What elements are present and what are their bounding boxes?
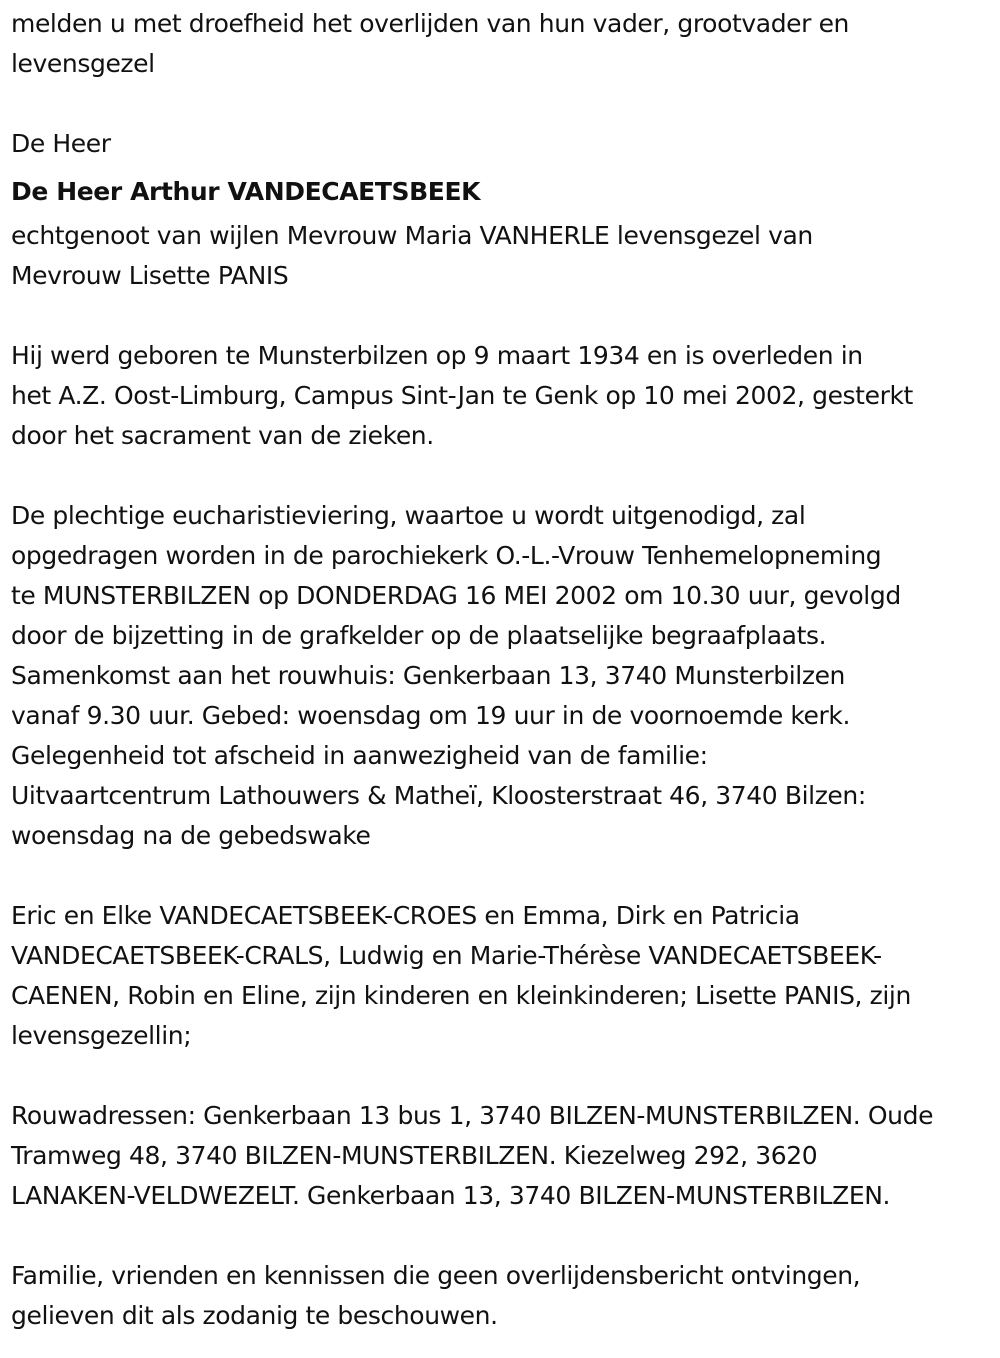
text-line: Rouwadressen: Genkerbaan 13 bus 1, 3740 BILZEN-MUNSTERBILZEN. Oude [11,1101,934,1130]
addresses-paragraph [11,1096,989,1216]
text-line: melden u met droefheid het overlijden van hun vader, grootvader en [11,9,849,38]
text-line: Tramweg 48, 3740 BILZEN-MUNSTERBILZEN. Kiezelweg 292, 3620 [11,1141,818,1170]
birth-death-paragraph [11,336,989,456]
text-line: echtgenoot van wijlen Mevrouw Maria VANHERLE levensgezel van [11,221,813,250]
text-line: Eric en Elke VANDECAETSBEEK-CROES en Emma, Dirk en Patricia [11,901,800,930]
text-line: woensdag na de gebedswake [11,821,371,850]
text-line: opgedragen worden in de parochiekerk O.-L.-Vrouw Tenhemelopneming [11,541,882,570]
deceased-name: De Heer Arthur VANDECAETSBEEK [11,177,481,206]
text-line: vanaf 9.30 uur. Gebed: woensdag om 19 uur in de voornoemde kerk. [11,701,851,730]
text-line: CAENEN, Robin en Eline, zijn kinderen en kleinkinderen; Lisette PANIS, zijn [11,981,911,1010]
text-line: levensgezellin; [11,1021,192,1050]
text-line: Familie, vrienden en kennissen die geen overlijdensbericht ontvingen, [11,1261,861,1290]
title-line: De Heer [11,129,111,158]
text-line: te MUNSTERBILZEN op DONDERDAG 16 MEI 2002 om 10.30 uur, gevolgd [11,581,901,610]
text-line: levensgezel [11,49,155,78]
text-line: Mevrouw Lisette PANIS [11,261,289,290]
text-line: Gelegenheid tot afscheid in aanwezigheid van de familie: [11,741,708,770]
ceremony-paragraph [11,496,989,856]
text-line: Uitvaartcentrum Lathouwers & Matheï, Kloosterstraat 46, 3740 Bilzen: [11,781,866,810]
text-line: gelieven dit als zodanig te beschouwen. [11,1301,498,1330]
text-line: Hij werd geboren te Munsterbilzen op 9 maart 1934 en is overleden in [11,341,863,370]
text-line: VANDECAETSBEEK-CRALS, Ludwig en Marie-Thérèse VANDECAETSBEEK- [11,941,882,970]
closing-paragraph [11,1256,989,1336]
text-line: Samenkomst aan het rouwhuis: Genkerbaan 13, 3740 Munsterbilzen [11,661,846,690]
family-paragraph [11,896,989,1056]
text-line: De plechtige eucharistieviering, waartoe u wordt uitgenodigd, zal [11,501,806,530]
text-line: LANAKEN-VELDWEZELT. Genkerbaan 13, 3740 BILZEN-MUNSTERBILZEN. [11,1181,891,1210]
intro-paragraph [11,4,989,84]
text-line: het A.Z. Oost-Limburg, Campus Sint-Jan te Genk op 10 mei 2002, gesterkt [11,381,913,410]
text-line: door het sacrament van de zieken. [11,421,434,450]
text-line: door de bijzetting in de grafkelder op de plaatselijke begraafplaats. [11,621,827,650]
spouse-paragraph [11,216,989,296]
